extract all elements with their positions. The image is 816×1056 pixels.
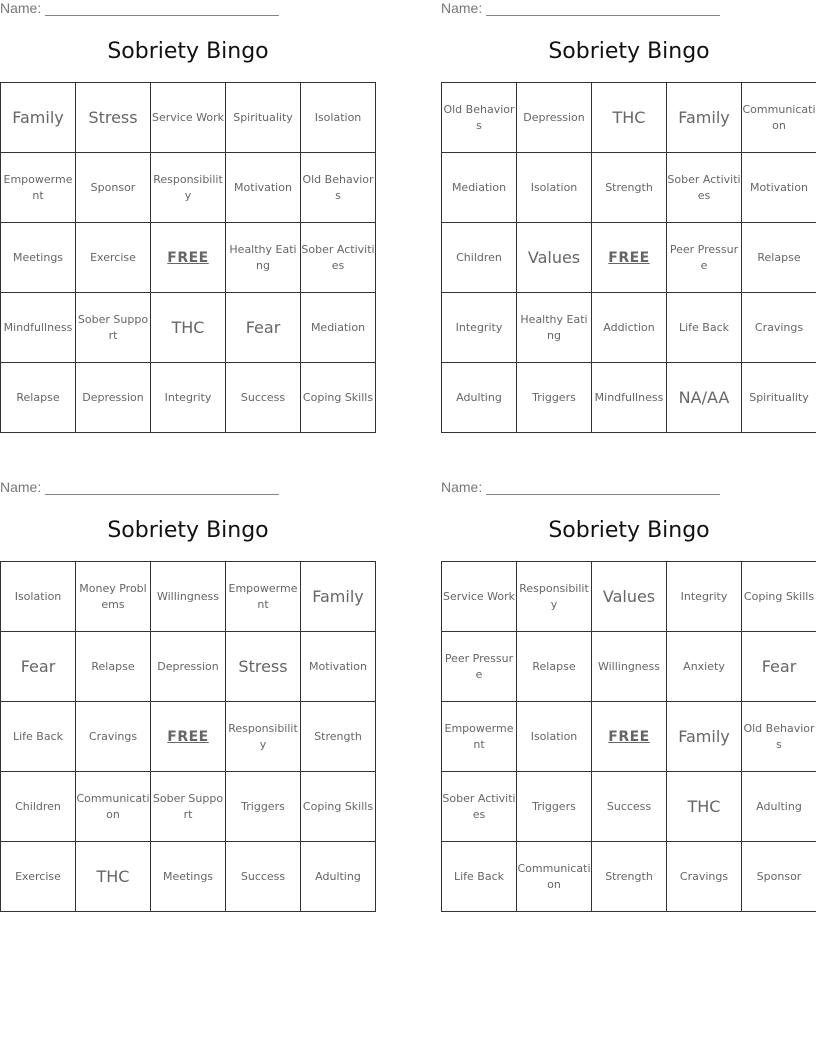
bingo-cell: Strength [592, 153, 667, 223]
name-blank-line: ______________________________ [45, 0, 279, 16]
name-label: Name: [0, 479, 42, 495]
grid-row [442, 562, 816, 632]
bingo-cell: Life Back [1, 702, 76, 772]
bingo-cell: Communication [742, 83, 816, 153]
bingo-cell: Spirituality [742, 363, 816, 433]
grid-row [1, 153, 376, 223]
bingo-cell: Integrity [151, 363, 226, 433]
bingo-cell: Family [667, 702, 742, 772]
bingo-cell: THC [76, 842, 151, 912]
bingo-cell: Mindfullness [592, 363, 667, 433]
bingo-cell: Communication [76, 772, 151, 842]
grid-row [1, 363, 376, 433]
bingo-cell: Responsibility [517, 562, 592, 632]
name-field [441, 479, 720, 499]
bingo-cell: Sober Support [76, 293, 151, 363]
bingo-cell: Money Problems [76, 562, 151, 632]
bingo-cell: Meetings [151, 842, 226, 912]
bingo-cell: Fear [226, 293, 301, 363]
bingo-cell: Cravings [667, 842, 742, 912]
bingo-cell: Coping Skills [301, 772, 376, 842]
grid-row [442, 83, 816, 153]
bingo-cell: Exercise [76, 223, 151, 293]
bingo-cell: Cravings [742, 293, 816, 363]
bingo-cell: Stress [76, 83, 151, 153]
free-space-cell: FREE [151, 223, 226, 293]
grid-row [1, 293, 376, 363]
bingo-cell: Motivation [742, 153, 816, 223]
bingo-cell: Meetings [1, 223, 76, 293]
bingo-cell: Spirituality [226, 83, 301, 153]
bingo-cell: Mediation [301, 293, 376, 363]
bingo-cell: Relapse [1, 363, 76, 433]
bingo-cell: Success [226, 363, 301, 433]
bingo-cell: Empowerment [226, 562, 301, 632]
bingo-cell: Success [592, 772, 667, 842]
bingo-cell: Strength [301, 702, 376, 772]
bingo-cell: Sponsor [742, 842, 816, 912]
card-title: Sobriety Bingo [548, 39, 710, 64]
name-blank-line: ______________________________ [486, 0, 720, 16]
bingo-cell: Willingness [151, 562, 226, 632]
bingo-cell: Stress [226, 632, 301, 702]
bingo-cell: Empowerment [1, 153, 76, 223]
bingo-cell: Depression [517, 83, 592, 153]
bingo-cell: Fear [1, 632, 76, 702]
bingo-cell: Family [667, 83, 742, 153]
bingo-cell: Old Behaviors [442, 83, 517, 153]
bingo-cell: Depression [76, 363, 151, 433]
bingo-cell: Exercise [1, 842, 76, 912]
bingo-cell: Isolation [301, 83, 376, 153]
bingo-cell: Peer Pressure [442, 632, 517, 702]
bingo-cell: Triggers [517, 772, 592, 842]
bingo-cell: Healthy Eating [517, 293, 592, 363]
grid-row [442, 293, 816, 363]
bingo-grid [441, 82, 816, 433]
bingo-cell: Responsibility [226, 702, 301, 772]
bingo-cell: Anxiety [667, 632, 742, 702]
name-label: Name: [0, 0, 42, 16]
bingo-grid [441, 561, 816, 912]
bingo-cell: Children [1, 772, 76, 842]
bingo-cell: Coping Skills [742, 562, 816, 632]
bingo-cell: Fear [742, 632, 816, 702]
bingo-cell: Sponsor [76, 153, 151, 223]
bingo-cell: Relapse [517, 632, 592, 702]
bingo-cell: Communication [517, 842, 592, 912]
name-blank-line: ______________________________ [486, 479, 720, 495]
grid-row [442, 363, 816, 433]
bingo-cell: Adulting [742, 772, 816, 842]
bingo-cell: Peer Pressure [667, 223, 742, 293]
bingo-cell: Relapse [76, 632, 151, 702]
bingo-cell: Isolation [517, 153, 592, 223]
card-title: Sobriety Bingo [107, 518, 269, 543]
bingo-cell: Service Work [442, 562, 517, 632]
bingo-cell: Isolation [1, 562, 76, 632]
bingo-cell: Mediation [442, 153, 517, 223]
bingo-cell: Adulting [442, 363, 517, 433]
bingo-cell: Integrity [667, 562, 742, 632]
bingo-cell: Children [442, 223, 517, 293]
grid-row [442, 702, 816, 772]
bingo-cell: Adulting [301, 842, 376, 912]
bingo-cell: THC [667, 772, 742, 842]
grid-row [1, 223, 376, 293]
name-field [0, 479, 279, 499]
free-space-cell: FREE [592, 223, 667, 293]
name-field [441, 0, 720, 20]
name-label: Name: [441, 479, 483, 495]
bingo-cell: Sober Activities [301, 223, 376, 293]
bingo-cell: Success [226, 842, 301, 912]
bingo-grid [0, 82, 376, 433]
grid-row [1, 842, 376, 912]
grid-row [442, 153, 816, 223]
bingo-cell: Cravings [76, 702, 151, 772]
bingo-grid [0, 561, 376, 912]
bingo-cell: Depression [151, 632, 226, 702]
name-blank-line: ______________________________ [45, 479, 279, 495]
name-field [0, 0, 279, 20]
bingo-cell: Empowerment [442, 702, 517, 772]
bingo-cell: Triggers [517, 363, 592, 433]
bingo-cell: Integrity [442, 293, 517, 363]
bingo-cell: Old Behaviors [301, 153, 376, 223]
bingo-cell: Family [301, 562, 376, 632]
free-space-cell: FREE [151, 702, 226, 772]
bingo-cell: Strength [592, 842, 667, 912]
grid-row [1, 772, 376, 842]
bingo-cell: Willingness [592, 632, 667, 702]
bingo-cell: Old Behaviors [742, 702, 816, 772]
card-title: Sobriety Bingo [548, 518, 710, 543]
bingo-cell: Relapse [742, 223, 816, 293]
bingo-cell: Responsibility [151, 153, 226, 223]
grid-row [1, 83, 376, 153]
bingo-cell: Life Back [667, 293, 742, 363]
bingo-cell: Family [1, 83, 76, 153]
bingo-cell: Addiction [592, 293, 667, 363]
grid-row [442, 842, 816, 912]
free-space-cell: FREE [592, 702, 667, 772]
grid-row [442, 632, 816, 702]
grid-row [442, 772, 816, 842]
bingo-cell: Values [517, 223, 592, 293]
bingo-cell: Triggers [226, 772, 301, 842]
grid-row [1, 632, 376, 702]
bingo-cell: Service Work [151, 83, 226, 153]
bingo-cell: Life Back [442, 842, 517, 912]
bingo-cell: Coping Skills [301, 363, 376, 433]
bingo-cell: Values [592, 562, 667, 632]
bingo-cell: Isolation [517, 702, 592, 772]
bingo-cell: Motivation [301, 632, 376, 702]
bingo-cell: THC [151, 293, 226, 363]
grid-row [442, 223, 816, 293]
bingo-cell: Mindfullness [1, 293, 76, 363]
bingo-cell: Sober Activities [667, 153, 742, 223]
card-title: Sobriety Bingo [107, 39, 269, 64]
name-label: Name: [441, 0, 483, 16]
bingo-cell: Sober Activities [442, 772, 517, 842]
bingo-cell: Motivation [226, 153, 301, 223]
bingo-cell: Healthy Eating [226, 223, 301, 293]
grid-row [1, 702, 376, 772]
bingo-cell: THC [592, 83, 667, 153]
bingo-cell: Sober Support [151, 772, 226, 842]
bingo-cell: NA/AA [667, 363, 742, 433]
grid-row [1, 562, 376, 632]
